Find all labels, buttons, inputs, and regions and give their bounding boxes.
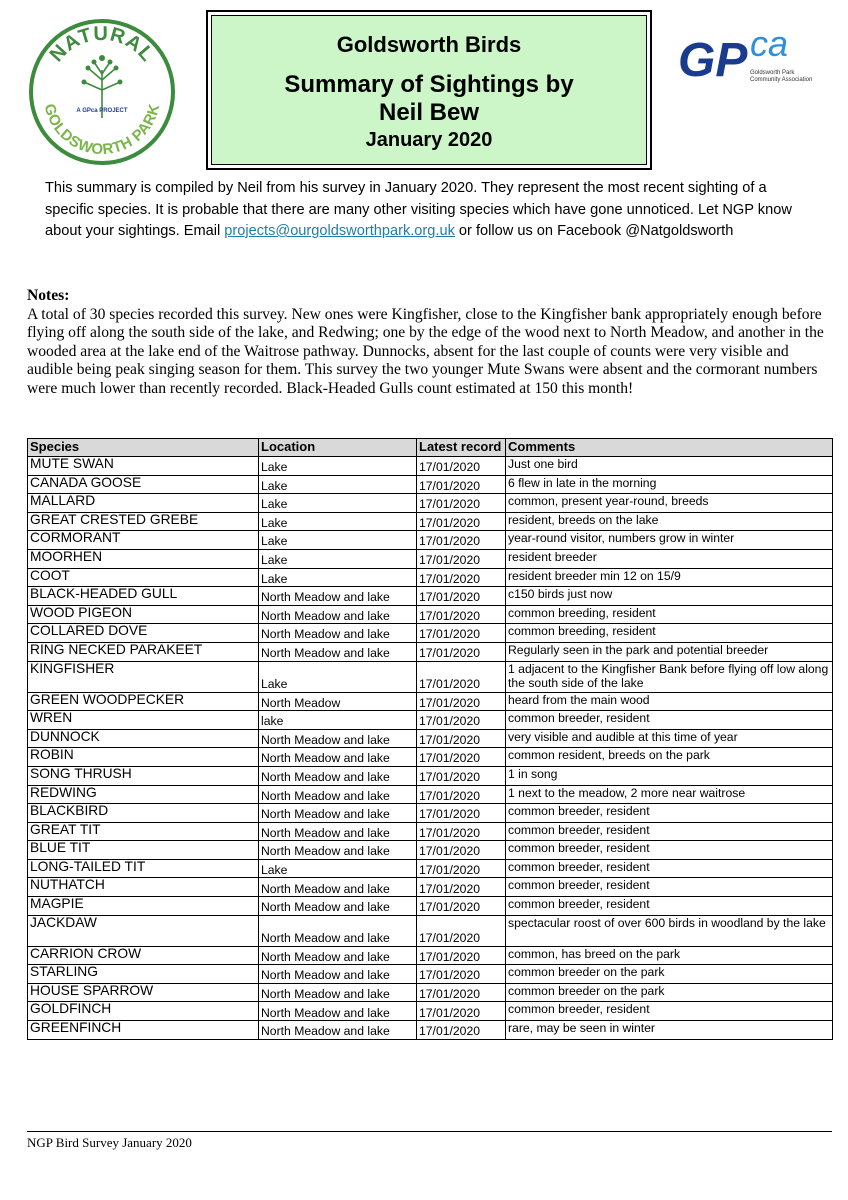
comment-cell: rare, may be seen in winter bbox=[506, 1021, 833, 1040]
date-cell: 17/01/2020 bbox=[417, 766, 506, 785]
date-cell: 17/01/2020 bbox=[417, 859, 506, 878]
location-cell: North Meadow and lake bbox=[259, 729, 417, 748]
footer-divider bbox=[27, 1131, 832, 1132]
species-cell: HOUSE SPARROW bbox=[28, 983, 259, 1002]
date-cell: 17/01/2020 bbox=[417, 531, 506, 550]
species-cell: GREEN WOODPECKER bbox=[28, 692, 259, 711]
date-cell: 17/01/2020 bbox=[417, 785, 506, 804]
species-cell: MUTE SWAN bbox=[28, 457, 259, 476]
date-cell: 17/01/2020 bbox=[417, 642, 506, 661]
comment-cell: common breeder, resident bbox=[506, 897, 833, 916]
comment-cell: resident breeder min 12 on 15/9 bbox=[506, 568, 833, 587]
table-row bbox=[28, 878, 833, 897]
date-cell: 17/01/2020 bbox=[417, 965, 506, 984]
title-line-1: Goldsworth Birds bbox=[336, 32, 522, 57]
date-cell: 17/01/2020 bbox=[417, 897, 506, 916]
email-link[interactable]: projects@ourgoldsworthpark.org.uk bbox=[224, 223, 455, 239]
intro-text-after: or follow us on Facebook @Natgoldsworth bbox=[454, 223, 734, 239]
table-row bbox=[28, 494, 833, 513]
location-cell: North Meadow and lake bbox=[259, 946, 417, 965]
table-row bbox=[28, 729, 833, 748]
date-cell: 17/01/2020 bbox=[417, 915, 506, 946]
location-cell: North Meadow and lake bbox=[259, 983, 417, 1002]
title-line-4: January 2020 bbox=[365, 129, 493, 151]
title-box bbox=[206, 10, 652, 170]
comment-cell: common resident, breeds on the park bbox=[506, 748, 833, 767]
location-cell: Lake bbox=[259, 457, 417, 476]
comment-cell: c150 birds just now bbox=[506, 587, 833, 606]
location-cell: lake bbox=[259, 711, 417, 730]
comment-cell: common breeder, resident bbox=[506, 822, 833, 841]
date-cell: 17/01/2020 bbox=[417, 512, 506, 531]
table-row bbox=[28, 692, 833, 711]
species-cell: GREENFINCH bbox=[28, 1021, 259, 1040]
table-row bbox=[28, 946, 833, 965]
location-cell: North Meadow and lake bbox=[259, 642, 417, 661]
species-cell: MAGPIE bbox=[28, 897, 259, 916]
table-row bbox=[28, 897, 833, 916]
table-row bbox=[28, 915, 833, 946]
species-cell: GREAT TIT bbox=[28, 822, 259, 841]
location-cell: Lake bbox=[259, 494, 417, 513]
species-cell: DUNNOCK bbox=[28, 729, 259, 748]
date-cell: 17/01/2020 bbox=[417, 983, 506, 1002]
table-row bbox=[28, 748, 833, 767]
species-cell: STARLING bbox=[28, 965, 259, 984]
header-latest-record: Latest record bbox=[417, 439, 506, 457]
intro-paragraph bbox=[45, 178, 805, 243]
date-cell: 17/01/2020 bbox=[417, 711, 506, 730]
date-cell: 17/01/2020 bbox=[417, 1002, 506, 1021]
date-cell: 17/01/2020 bbox=[417, 804, 506, 823]
location-cell: Lake bbox=[259, 549, 417, 568]
comment-cell: heard from the main wood bbox=[506, 692, 833, 711]
table-row bbox=[28, 568, 833, 587]
sightings-table bbox=[27, 438, 833, 1040]
location-cell: North Meadow and lake bbox=[259, 841, 417, 860]
comment-cell: common breeder on the park bbox=[506, 983, 833, 1002]
logo-text-bottom: GOLDSWORTH PARK bbox=[40, 101, 164, 159]
species-cell: JACKDAW bbox=[28, 915, 259, 946]
date-cell: 17/01/2020 bbox=[417, 624, 506, 643]
footer-text: NGP Bird Survey January 2020 bbox=[27, 1135, 192, 1150]
species-cell: COLLARED DOVE bbox=[28, 624, 259, 643]
species-cell: KINGFISHER bbox=[28, 661, 259, 692]
species-cell: LONG-TAILED TIT bbox=[28, 859, 259, 878]
species-cell: CORMORANT bbox=[28, 531, 259, 550]
table-row bbox=[28, 475, 833, 494]
comment-cell: 1 in song bbox=[506, 766, 833, 785]
species-cell: NUTHATCH bbox=[28, 878, 259, 897]
date-cell: 17/01/2020 bbox=[417, 692, 506, 711]
species-cell: SONG THRUSH bbox=[28, 766, 259, 785]
logo-tag: A GPca PROJECT bbox=[76, 108, 128, 114]
location-cell: North Meadow and lake bbox=[259, 605, 417, 624]
table-row bbox=[28, 531, 833, 550]
comment-cell: common, has breed on the park bbox=[506, 946, 833, 965]
date-cell: 17/01/2020 bbox=[417, 568, 506, 587]
table-row bbox=[28, 661, 833, 692]
table-row bbox=[28, 1002, 833, 1021]
date-cell: 17/01/2020 bbox=[417, 661, 506, 692]
location-cell: Lake bbox=[259, 568, 417, 587]
date-cell: 17/01/2020 bbox=[417, 878, 506, 897]
comment-cell: 6 flew in late in the morning bbox=[506, 475, 833, 494]
comment-cell: common breeder, resident bbox=[506, 878, 833, 897]
header-comments: Comments bbox=[506, 439, 833, 457]
species-cell: WOOD PIGEON bbox=[28, 605, 259, 624]
table-row bbox=[28, 859, 833, 878]
location-cell: Lake bbox=[259, 661, 417, 692]
table-row bbox=[28, 624, 833, 643]
species-cell: GREAT CRESTED GREBE bbox=[28, 512, 259, 531]
table-row bbox=[28, 512, 833, 531]
table-row bbox=[28, 983, 833, 1002]
location-cell: North Meadow and lake bbox=[259, 1002, 417, 1021]
table-row bbox=[28, 804, 833, 823]
date-cell: 17/01/2020 bbox=[417, 841, 506, 860]
header-species: Species bbox=[28, 439, 259, 457]
location-cell: North Meadow and lake bbox=[259, 748, 417, 767]
comment-cell: common breeder, resident bbox=[506, 859, 833, 878]
comment-cell: 1 next to the meadow, 2 more near waitrose bbox=[506, 785, 833, 804]
logo-line-2: Community Association bbox=[750, 77, 813, 83]
location-cell: Lake bbox=[259, 531, 417, 550]
date-cell: 17/01/2020 bbox=[417, 457, 506, 476]
table-row bbox=[28, 642, 833, 661]
table-row bbox=[28, 822, 833, 841]
comment-cell: common breeder, resident bbox=[506, 1002, 833, 1021]
comment-cell: Regularly seen in the park and potential breeder bbox=[506, 642, 833, 661]
species-cell: COOT bbox=[28, 568, 259, 587]
species-cell: BLACKBIRD bbox=[28, 804, 259, 823]
comment-cell: common breeder, resident bbox=[506, 841, 833, 860]
location-cell: North Meadow and lake bbox=[259, 804, 417, 823]
location-cell: North Meadow and lake bbox=[259, 766, 417, 785]
date-cell: 17/01/2020 bbox=[417, 946, 506, 965]
intro-text: This summary is compiled by Neil from his survey in January 2020. They represent the most recent sighting of a specific species. It is probable that there are many other visiting species which have gone unnoticed. Let NGP know about your sightings. Email bbox=[45, 180, 792, 239]
date-cell: 17/01/2020 bbox=[417, 748, 506, 767]
species-cell: MOORHEN bbox=[28, 549, 259, 568]
species-cell: BLUE TIT bbox=[28, 841, 259, 860]
notes-heading: Notes: bbox=[27, 287, 70, 304]
table-row bbox=[28, 1021, 833, 1040]
comment-cell: common breeder on the park bbox=[506, 965, 833, 984]
comment-cell: resident, breeds on the lake bbox=[506, 512, 833, 531]
location-cell: Lake bbox=[259, 512, 417, 531]
location-cell: Lake bbox=[259, 475, 417, 494]
location-cell: North Meadow and lake bbox=[259, 965, 417, 984]
table-row bbox=[28, 965, 833, 984]
location-cell: North Meadow and lake bbox=[259, 587, 417, 606]
table-row bbox=[28, 711, 833, 730]
table-row bbox=[28, 841, 833, 860]
comment-cell: Just one bird bbox=[506, 457, 833, 476]
date-cell: 17/01/2020 bbox=[417, 475, 506, 494]
date-cell: 17/01/2020 bbox=[417, 494, 506, 513]
species-cell: CARRION CROW bbox=[28, 946, 259, 965]
table-row bbox=[28, 766, 833, 785]
location-cell: North Meadow and lake bbox=[259, 785, 417, 804]
location-cell: North Meadow and lake bbox=[259, 878, 417, 897]
species-cell: WREN bbox=[28, 711, 259, 730]
date-cell: 17/01/2020 bbox=[417, 605, 506, 624]
logo-mark: GP bbox=[678, 34, 748, 87]
date-cell: 17/01/2020 bbox=[417, 1021, 506, 1040]
title-line-2: Summary of Sightings by bbox=[284, 71, 574, 98]
date-cell: 17/01/2020 bbox=[417, 822, 506, 841]
comment-cell: year-round visitor, numbers grow in winter bbox=[506, 531, 833, 550]
comment-cell: common, present year-round, breeds bbox=[506, 494, 833, 513]
comment-cell: common breeder, resident bbox=[506, 804, 833, 823]
comment-cell: common breeding, resident bbox=[506, 624, 833, 643]
logo-mark-2: ca bbox=[750, 23, 789, 64]
date-cell: 17/01/2020 bbox=[417, 587, 506, 606]
table-row bbox=[28, 549, 833, 568]
date-cell: 17/01/2020 bbox=[417, 549, 506, 568]
location-cell: North Meadow and lake bbox=[259, 624, 417, 643]
location-cell: North Meadow and lake bbox=[259, 915, 417, 946]
comment-cell: resident breeder bbox=[506, 549, 833, 568]
table-row bbox=[28, 785, 833, 804]
location-cell: North Meadow and lake bbox=[259, 822, 417, 841]
comment-cell: very visible and audible at this time of year bbox=[506, 729, 833, 748]
logo-text-top: NATURAL bbox=[45, 22, 159, 67]
gpca-logo bbox=[676, 22, 814, 94]
table-row bbox=[28, 587, 833, 606]
notes-section bbox=[27, 287, 837, 399]
species-cell: ROBIN bbox=[28, 748, 259, 767]
species-cell: MALLARD bbox=[28, 494, 259, 513]
table-row bbox=[28, 605, 833, 624]
comment-cell: 1 adjacent to the Kingfisher Bank before flying off low along the south side of the lake bbox=[506, 661, 833, 692]
species-cell: REDWING bbox=[28, 785, 259, 804]
table-row bbox=[28, 457, 833, 476]
natural-goldsworth-park-logo bbox=[28, 18, 176, 166]
location-cell: North Meadow and lake bbox=[259, 897, 417, 916]
comment-cell: spectacular roost of over 600 birds in woodland by the lake bbox=[506, 915, 833, 946]
species-cell: GOLDFINCH bbox=[28, 1002, 259, 1021]
title-line-3: Neil Bew bbox=[378, 99, 480, 126]
header-location: Location bbox=[259, 439, 417, 457]
table-header-row bbox=[28, 439, 833, 457]
species-cell: BLACK-HEADED GULL bbox=[28, 587, 259, 606]
notes-body: A total of 30 species recorded this survey. New ones were Kingfisher, close to the Kingfisher bank appropriately enough before flying off along the south side of the lake, and Redwing; one by the edge of the wood next to North Meadow, and another in the wooded area at the lake end of the Waitrose pathway. Dunnocks, absent for the last couple of counts were very visible and audible being peak singing season for them. This survey the two younger Mute Swans were absent and the cormorant numbers were much lower than recently recorded. Black-Headed Gulls count estimated at 150 this month! bbox=[27, 305, 824, 397]
location-cell: North Meadow bbox=[259, 692, 417, 711]
logo-line-1: Goldsworth Park bbox=[750, 70, 795, 76]
species-cell: RING NECKED PARAKEET bbox=[28, 642, 259, 661]
species-cell: CANADA GOOSE bbox=[28, 475, 259, 494]
date-cell: 17/01/2020 bbox=[417, 729, 506, 748]
location-cell: Lake bbox=[259, 859, 417, 878]
comment-cell: common breeder, resident bbox=[506, 711, 833, 730]
comment-cell: common breeding, resident bbox=[506, 605, 833, 624]
location-cell: North Meadow and lake bbox=[259, 1021, 417, 1040]
